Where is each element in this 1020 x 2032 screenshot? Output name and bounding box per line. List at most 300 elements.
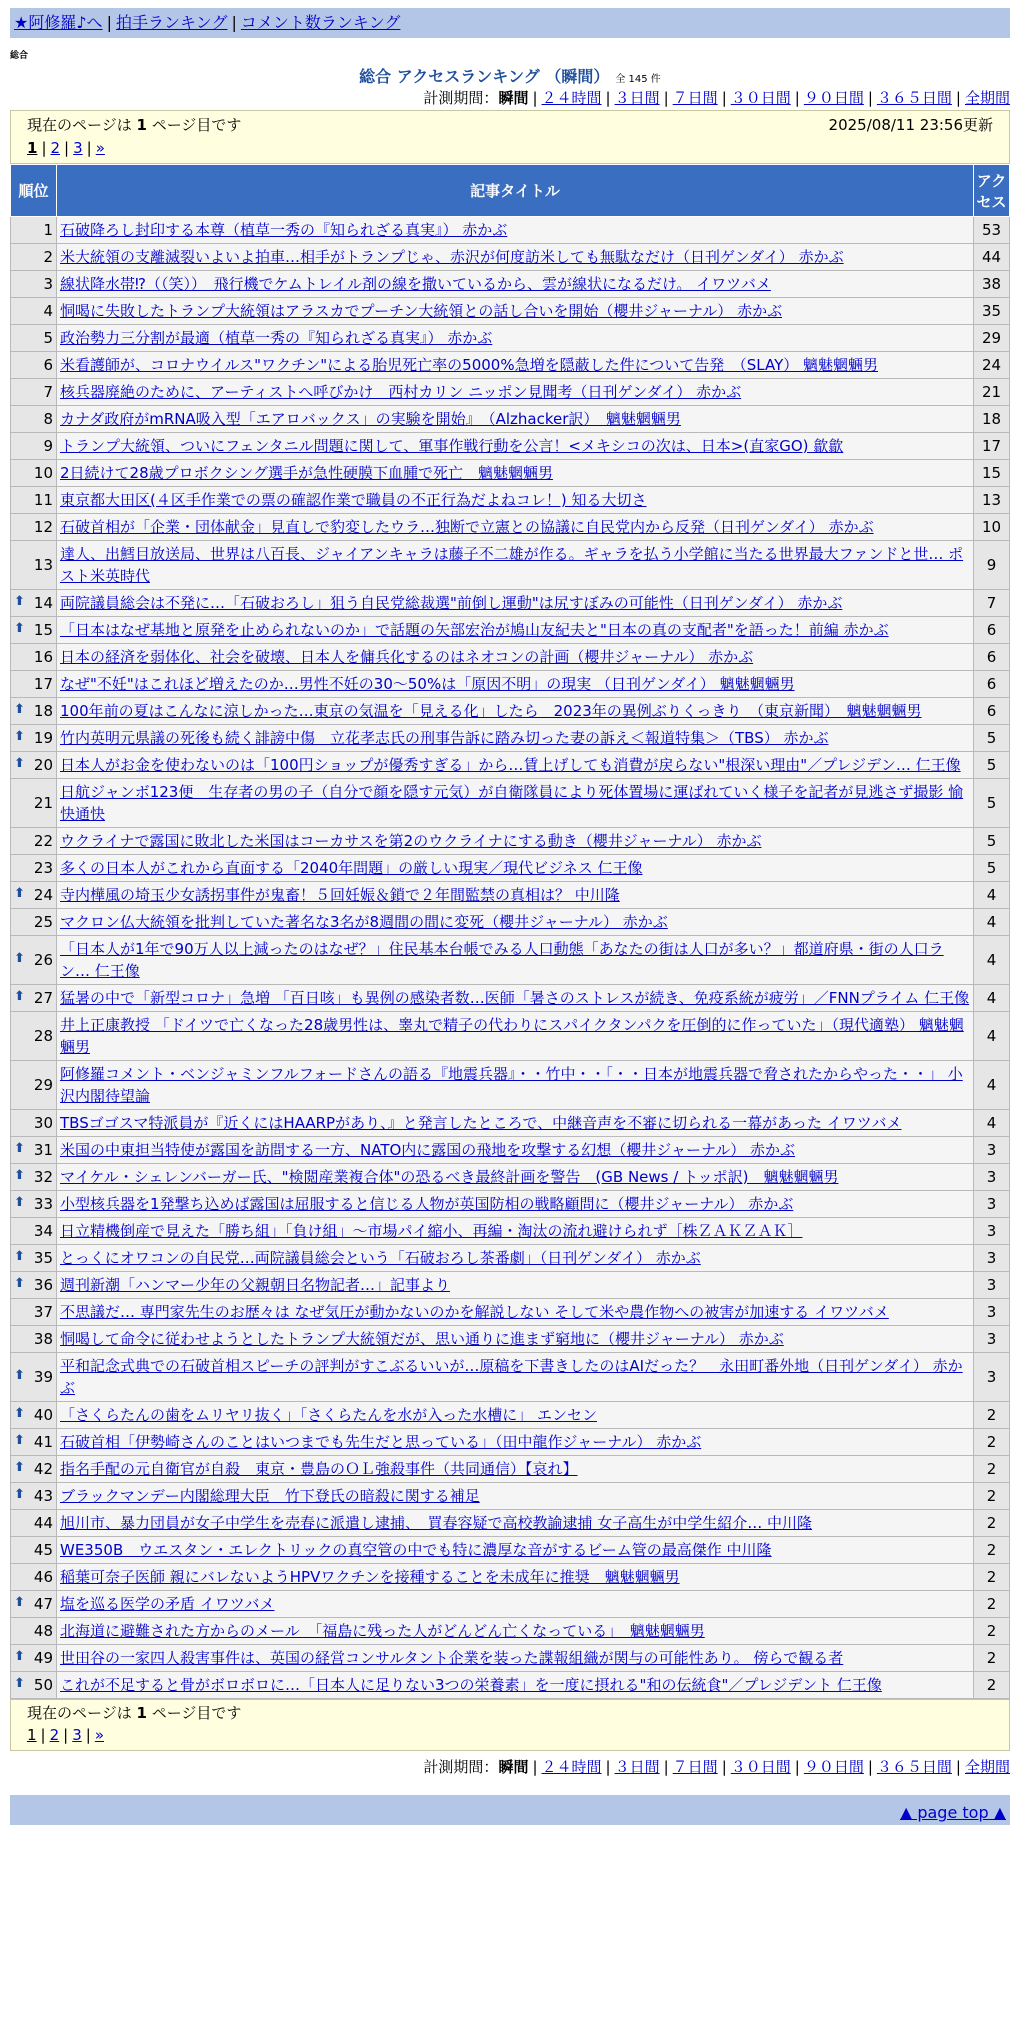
table-row <box>11 1483 1010 1510</box>
rank-cell <box>11 1618 57 1645</box>
title-cell <box>57 590 974 617</box>
rank-number: 24 <box>33 886 53 904</box>
rank-cell <box>11 936 57 985</box>
rank-number: 22 <box>33 832 53 850</box>
title-cell <box>57 882 974 909</box>
access-count: 3 <box>974 1164 1010 1191</box>
access-count: 6 <box>974 671 1010 698</box>
page-links: 1 | 2 | 3 | » <box>27 139 105 157</box>
article-link[interactable]: 2日続けて28歳プロボクシング選手が急性硬膜下血腫で死亡 魑魅魍魎男 <box>60 464 553 482</box>
page-current: 1 <box>27 139 38 157</box>
rank-cell <box>11 779 57 828</box>
table-row <box>11 433 1010 460</box>
home-link[interactable]: ★阿修羅♪へ <box>14 13 103 32</box>
article-link[interactable]: 平和記念式典での石破首相スピーチの評判がすこぶるいいが…原稿を下書きしたのはAIだった？ 永田町番外地（日刊ゲンダイ） 赤かぶ <box>60 1357 963 1397</box>
article-link[interactable]: なぜ"不妊"はこれほど増えたのか…男性不妊の30～50%は「原因不明」の現実 （日刊ゲンダイ） 魑魅魍魎男 <box>60 675 795 693</box>
title-cell <box>57 909 974 936</box>
arrow-up-icon: ⬆ <box>14 594 25 609</box>
arrow-up-icon: ⬆ <box>14 1460 25 1475</box>
title-cell <box>57 379 974 406</box>
period-selector-top: 計測期間：瞬間 | ２４時間 | ３日間 | ７日間 | ３０日間 | ９０日間 | ３６５日間 | 全期間 <box>423 89 1010 107</box>
page-links-bottom: 1 | 2 | 3 | » <box>27 1726 105 1744</box>
title-cell <box>57 1353 974 1402</box>
title-cell <box>57 828 974 855</box>
article-link[interactable]: 多くの日本人がこれから直面する「2040年問題」の厳しい現実／現代ビジネス 仁王像 <box>60 859 643 877</box>
table-row <box>11 352 1010 379</box>
table-row <box>11 725 1010 752</box>
period-link-1[interactable]: ２４時間 <box>541 89 602 107</box>
article-link[interactable]: 寺内樺風の埼玉少女誘拐事件が鬼畜！５回妊娠＆鎖で２年間監禁の真相は？ 中川隆 <box>60 886 620 904</box>
current-page-text-bottom: 現在のページは 1 ページ目です <box>27 1704 242 1722</box>
article-link[interactable]: 小型核兵器を1発撃ち込めば露国は屈服すると信じる人物が英国防相の戦略顧問に（櫻井ジャーナル） 赤かぶ <box>60 1195 794 1213</box>
table-row <box>11 406 1010 433</box>
rank-cell <box>11 1564 57 1591</box>
rank-cell <box>11 1429 57 1456</box>
title-cell <box>57 698 974 725</box>
article-link[interactable]: これが不足すると骨がボロボロに…「日本人に足りない3つの栄養素」を一度に摂れる"和の伝統食"／プレジデント 仁王像 <box>60 1676 882 1694</box>
table-row <box>11 1353 1010 1402</box>
article-link[interactable]: 線状降水帯⁉（（笑）） 飛行機でケムトレイル剤の線を撒いているから、雲が線状になるだけ。 イワツバメ <box>60 275 771 293</box>
access-count: 4 <box>974 1110 1010 1137</box>
article-link[interactable]: 猛暑の中で「新型コロナ」急増 「百日咳」も異例の感染者数…医師「暑さのストレスが続き、免疫系統が疲労」／FNNプライム 仁王像 <box>60 989 970 1007</box>
article-link[interactable]: カナダ政府がmRNA吸入型「エアロバックス」の実験を開始』 （Alzhacker訳） 魑魅魍魎男 <box>60 410 681 428</box>
arrow-up-icon: ⬆ <box>14 1276 25 1291</box>
table-row <box>11 752 1010 779</box>
table-row <box>11 1299 1010 1326</box>
rank-cell <box>11 1483 57 1510</box>
rank-number: 10 <box>33 464 53 482</box>
rank-number: 14 <box>33 594 53 612</box>
rank-cell <box>11 617 57 644</box>
table-row <box>11 1429 1010 1456</box>
updated-timestamp: 2025/08/11 23:56更新 <box>828 116 993 134</box>
article-link[interactable]: 「さくらたんの歯をムリヤリ抜く」「さくらたんを水が入った水槽に」 エンセン <box>60 1406 597 1424</box>
access-count: 5 <box>974 828 1010 855</box>
article-link[interactable]: 世田谷の一家四人殺害事件は、英国の経営コンサルタント企業を装った諜報組織が関与の可能性あり。 傍らで観る者 <box>60 1649 844 1667</box>
rank-number: 44 <box>33 1514 53 1532</box>
access-count: 5 <box>974 779 1010 828</box>
rank-number: 28 <box>33 1027 53 1045</box>
table-row <box>11 1672 1010 1699</box>
article-link[interactable]: 不思議だ… 専門家先生のお歴々は なぜ気圧が動かないのかを解説しない そして米や農作物への被害が加速する イワツバメ <box>60 1303 889 1321</box>
table-row <box>11 1618 1010 1645</box>
article-link[interactable]: 達人、出鱈目放送局、世界は八百長、ジャイアンキャラは藤子不二雄が作る。ギャラを払う小学館に当たる世界最大ファンドと世… ポスト米英時代 <box>60 545 964 585</box>
access-count: 3 <box>974 1272 1010 1299</box>
access-count: 5 <box>974 752 1010 779</box>
rank-number: 6 <box>43 356 53 374</box>
title-cell <box>57 271 974 298</box>
page-link-3[interactable]: 3 <box>72 1726 82 1744</box>
rank-cell <box>11 541 57 590</box>
rank-number: 39 <box>33 1368 53 1386</box>
rank-number: 40 <box>33 1406 53 1424</box>
table-row <box>11 1110 1010 1137</box>
pagination-bottom <box>10 1699 1010 1751</box>
access-count: 24 <box>974 352 1010 379</box>
article-link[interactable]: 石破首相「伊勢崎さんのことはいつまでも先生だと思っている」（田中龍作ジャーナル） 赤かぶ <box>60 1433 702 1451</box>
access-count: 2 <box>974 1645 1010 1672</box>
article-link[interactable]: 日本の経済を弱体化、社会を破壊、日本人を傭兵化するのはネオコンの計画（櫻井ジャーナル） 赤かぶ <box>60 648 754 666</box>
table-row <box>11 1137 1010 1164</box>
table-row <box>11 1012 1010 1061</box>
table-row <box>11 1510 1010 1537</box>
table-row <box>11 217 1010 244</box>
rank-cell <box>11 1061 57 1110</box>
table-row <box>11 779 1010 828</box>
arrow-up-icon: ⬆ <box>14 1676 25 1691</box>
access-count: 3 <box>974 1137 1010 1164</box>
title-cell <box>57 1429 974 1456</box>
article-link[interactable]: 竹内英明元県議の死後も続く誹謗中傷 立花孝志氏の刑事告訴に踏み切った妻の訴え＜報道特集＞（TBS） 赤かぶ <box>60 729 829 747</box>
period-link-3[interactable]: ７日間 <box>672 89 718 107</box>
rank-number: 3 <box>43 275 53 293</box>
rank-number: 43 <box>33 1487 53 1505</box>
category-label: 総合 <box>10 51 29 61</box>
arrow-up-icon: ⬆ <box>14 702 25 717</box>
arrow-up-icon: ⬆ <box>14 1195 25 1210</box>
article-link[interactable]: 週刊新潮「ハンマー少年の父親朝日名物記者…」記事より <box>60 1276 451 1294</box>
article-link[interactable]: 核兵器廃絶のために、アーティストへ呼びかけ 西村カリン ニッポン見聞考（日刊ゲンダイ） 赤かぶ <box>60 383 742 401</box>
period-current: 瞬間 <box>498 1758 529 1776</box>
rank-number: 48 <box>33 1622 53 1640</box>
rank-number: 46 <box>33 1568 53 1586</box>
rank-number: 31 <box>33 1141 53 1159</box>
article-link[interactable]: 石破降ろし封印する本尊（植草一秀の『知られざる真実』） 赤かぶ <box>60 221 508 239</box>
article-link[interactable]: マクロン仏大統領を批判していた著名な3名が8週間の間に変死（櫻井ジャーナル） 赤かぶ <box>60 913 668 931</box>
period-link-2[interactable]: ３日間 <box>614 89 660 107</box>
table-row <box>11 882 1010 909</box>
title-cell <box>57 217 974 244</box>
arrow-up-icon: ⬆ <box>14 1168 25 1183</box>
article-link[interactable]: 石破首相が「企業・団体献金」見直しで豹変したウラ…独断で立憲との協議に自民党内から反発（日刊ゲンダイ） 赤かぶ <box>60 518 874 536</box>
table-row <box>11 1402 1010 1429</box>
rank-cell <box>11 406 57 433</box>
rank-cell <box>11 1402 57 1429</box>
next-page-link[interactable]: » <box>94 1726 105 1744</box>
rank-cell <box>11 590 57 617</box>
table-row <box>11 1218 1010 1245</box>
title-cell <box>57 1672 974 1699</box>
title-cell <box>57 244 974 271</box>
access-count: 4 <box>974 936 1010 985</box>
title-cell <box>57 1110 974 1137</box>
rank-number: 30 <box>33 1114 53 1132</box>
access-header: アクセス <box>974 165 1010 217</box>
rank-number: 38 <box>33 1330 53 1348</box>
title-cell <box>57 644 974 671</box>
page-link-3[interactable]: 3 <box>73 139 83 157</box>
rank-cell <box>11 244 57 271</box>
table-row <box>11 985 1010 1012</box>
comment-ranking-link[interactable]: コメント数ランキング <box>240 13 401 32</box>
rank-cell <box>11 1012 57 1061</box>
arrow-up-icon: ⬆ <box>14 1368 25 1383</box>
rank-cell <box>11 725 57 752</box>
access-count: 4 <box>974 1012 1010 1061</box>
rank-cell <box>11 1537 57 1564</box>
article-link[interactable]: 両院議員総会は不発に…「石破おろし」狙う自民党総裁選"前倒し運動"は尻すぼみの可能性（日刊ゲンダイ） 赤かぶ <box>60 594 843 612</box>
arrow-up-icon: ⬆ <box>14 729 25 744</box>
rank-cell <box>11 909 57 936</box>
period-selector-bottom: 計測期間：瞬間 | ２４時間 | ３日間 | ７日間 | ３０日間 | ９０日間 | ３６５日間 | 全期間 <box>423 1758 1010 1776</box>
title-cell <box>57 725 974 752</box>
access-count: 9 <box>974 541 1010 590</box>
table-row <box>11 617 1010 644</box>
rank-cell <box>11 1353 57 1402</box>
rank-cell <box>11 828 57 855</box>
access-count: 2 <box>974 1483 1010 1510</box>
access-count: 2 <box>974 1510 1010 1537</box>
table-row <box>11 1591 1010 1618</box>
rank-number: 29 <box>33 1076 53 1094</box>
article-link[interactable]: 恫喝に失敗したトランプ大統領はアラスカでプーチン大統領との話し合いを開始（櫻井ジャーナル） 赤かぶ <box>60 302 783 320</box>
period-link-1[interactable]: ２４時間 <box>541 1758 602 1776</box>
article-link[interactable]: 日本人がお金を使わないのは「100円ショップが優秀すぎる」から…賃上げしても消費が戻らない"根深い理由"／プレジデン… 仁王像 <box>60 756 961 774</box>
arrow-up-icon: ⬆ <box>14 989 25 1004</box>
table-row <box>11 487 1010 514</box>
article-link[interactable]: とっくにオワコンの自民党…両院議員総会という「石破おろし茶番劇」（日刊ゲンダイ） 赤かぶ <box>60 1249 701 1267</box>
rank-number: 17 <box>33 675 53 693</box>
page-title <box>10 64 1010 86</box>
title-cell <box>57 617 974 644</box>
arrow-up-icon: ⬆ <box>14 1487 25 1502</box>
rank-cell <box>11 644 57 671</box>
title-cell <box>57 487 974 514</box>
title-cell <box>57 1012 974 1061</box>
access-count: 2 <box>974 1564 1010 1591</box>
top-nav-bar: ★阿修羅♪へ | 拍手ランキング | コメント数ランキング <box>10 8 1010 38</box>
page-current: 1 <box>27 1726 37 1744</box>
table-row <box>11 1191 1010 1218</box>
rank-number: 27 <box>33 989 53 1007</box>
article-link[interactable]: 100年前の夏はこんなに涼しかった…東京の気温を「見える化」したら 2023年の異例ぶりくっきり （東京新聞） 魑魅魍魎男 <box>60 702 922 720</box>
title-cell <box>57 1245 974 1272</box>
title-cell <box>57 1164 974 1191</box>
article-link[interactable]: 日航ジャンボ123便 生存者の男の子（自分で顔を隠す元気）が自衛隊員により死体置場に運ばれていく様子を記者が見逃さず撮影 愉快通快 <box>60 783 964 823</box>
period-link-6[interactable]: ３６５日間 <box>876 1758 952 1776</box>
rank-number: 12 <box>33 518 53 536</box>
period-link-7[interactable]: 全期間 <box>964 1758 1010 1776</box>
page-link-2[interactable]: 2 <box>49 1726 60 1744</box>
rank-cell <box>11 1326 57 1353</box>
rank-number: 25 <box>33 913 53 931</box>
article-link[interactable]: 「日本人が1年で90万人以上減ったのはなぜ？」住民基本台帳でみる人口動態「あなたの街は人口が多い？」都道府県・街の人口ラン… 仁王像 <box>60 940 944 980</box>
article-link[interactable]: 米看護師が、コロナウイルス"ワクチン"による胎児死亡率の5000%急増を隠蔽した件について告発 （SLAY） 魑魅魍魎男 <box>60 356 879 374</box>
rank-cell <box>11 1672 57 1699</box>
access-count: 5 <box>974 725 1010 752</box>
next-page-link[interactable]: » <box>95 139 105 157</box>
article-link[interactable]: 指名手配の元自衛官が自殺 東京・豊島のＯＬ強殺事件（共同通信）【哀れ】 <box>60 1460 578 1478</box>
table-row <box>11 541 1010 590</box>
rank-cell <box>11 1164 57 1191</box>
rank-cell <box>11 1191 57 1218</box>
title-cell <box>57 460 974 487</box>
article-link[interactable]: 東京都大田区(４区手作業での票の確認作業で職員の不正行為だよねコレ！) 知る大切さ <box>60 491 647 509</box>
title-cell <box>57 752 974 779</box>
access-count: 10 <box>974 514 1010 541</box>
article-link[interactable]: TBSゴゴスマ特派員が『近くにはHAARPがあり、』と発言したところで、中継音声を不審に切られる一幕があった イワツバメ <box>60 1114 902 1132</box>
rank-header: 順位 <box>11 165 57 217</box>
access-count: 17 <box>974 433 1010 460</box>
article-link[interactable]: トランプ大統領、ついにフェンタニル問題に関して、軍事作戦行動を公言！<メキシコの次は、日本>(直家GO) 歙歙 <box>60 437 844 455</box>
access-count: 4 <box>974 882 1010 909</box>
article-link[interactable]: 阿修羅コメント・ベンジャミンフルフォードさんの語る『地震兵器』・・竹中・・「・・日本が地震兵器で脅されたからやった・・」 小沢内閣待望論 <box>60 1065 963 1105</box>
article-link[interactable]: 米大統領の支離滅裂いよいよ拍車…相手がトランプじゃ、赤沢が何度訪米しても無駄なだけ（日刊ゲンダイ） 赤かぶ <box>60 248 844 266</box>
rank-number: 47 <box>33 1595 53 1613</box>
access-count: 4 <box>974 909 1010 936</box>
rank-number: 7 <box>43 383 53 401</box>
period-label: 計測期間： <box>423 89 499 107</box>
access-count: 2 <box>974 1672 1010 1699</box>
rank-number: 5 <box>43 329 53 347</box>
rank-cell <box>11 460 57 487</box>
rank-number: 2 <box>43 248 53 266</box>
period-link-5[interactable]: ９０日間 <box>803 89 864 107</box>
access-count: 35 <box>974 298 1010 325</box>
access-count: 3 <box>974 1191 1010 1218</box>
rank-cell <box>11 698 57 725</box>
title-cell <box>57 406 974 433</box>
arrow-up-icon: ⬆ <box>14 1649 25 1664</box>
arrow-up-icon: ⬆ <box>14 621 25 636</box>
arrow-up-icon: ⬆ <box>14 1433 25 1448</box>
page-link-2[interactable]: 2 <box>50 139 61 157</box>
rank-number: 13 <box>33 556 53 574</box>
table-row <box>11 1564 1010 1591</box>
table-row <box>11 590 1010 617</box>
table-row <box>11 644 1010 671</box>
article-link[interactable]: 井上正康教授 「ドイツで亡くなった28歳男性は、睾丸で精子の代わりにスパイクタンパクを圧倒的に作っていた」（現代適塾） 魑魅魍魎男 <box>60 1016 964 1056</box>
rank-cell <box>11 298 57 325</box>
period-link-3[interactable]: ７日間 <box>672 1758 718 1776</box>
table-row <box>11 1164 1010 1191</box>
rank-number: 32 <box>33 1168 53 1186</box>
title-cell <box>57 1191 974 1218</box>
access-count: 3 <box>974 1299 1010 1326</box>
rank-cell <box>11 1137 57 1164</box>
period-current: 瞬間 <box>498 89 529 107</box>
title-cell <box>57 1483 974 1510</box>
page-top-link[interactable]: ▲ page top ▲ <box>899 1803 1006 1822</box>
title-cell <box>57 1402 974 1429</box>
article-link[interactable]: 政治勢力三分割が最適（植草一秀の『知られざる真実』） 赤かぶ <box>60 329 493 347</box>
rank-cell <box>11 352 57 379</box>
title-cell <box>57 1618 974 1645</box>
title-cell <box>57 936 974 985</box>
period-link-7[interactable]: 全期間 <box>964 89 1010 107</box>
title-cell <box>57 1299 974 1326</box>
article-link[interactable]: 塩を巡る医学の矛盾 イワツバメ <box>60 1595 275 1613</box>
rank-number: 20 <box>33 756 53 774</box>
period-link-2[interactable]: ３日間 <box>614 1758 660 1776</box>
arrow-up-icon: ⬆ <box>14 756 25 771</box>
arrow-up-icon: ⬆ <box>14 1141 25 1156</box>
table-row <box>11 1326 1010 1353</box>
title-cell <box>57 298 974 325</box>
rank-number: 33 <box>33 1195 53 1213</box>
rank-number: 18 <box>33 702 53 720</box>
rank-number: 42 <box>33 1460 53 1478</box>
table-row <box>11 460 1010 487</box>
table-row <box>11 1272 1010 1299</box>
arrow-up-icon: ⬆ <box>14 951 25 966</box>
rank-cell <box>11 271 57 298</box>
rank-number: 45 <box>33 1541 53 1559</box>
access-count: 6 <box>974 698 1010 725</box>
access-count: 3 <box>974 1353 1010 1402</box>
title-cell <box>57 1456 974 1483</box>
table-row <box>11 698 1010 725</box>
rank-cell <box>11 1456 57 1483</box>
access-count: 29 <box>974 325 1010 352</box>
title-header: 記事タイトル <box>57 165 974 217</box>
period-link-4[interactable]: ３０日間 <box>730 89 791 107</box>
article-link[interactable]: WE350B ウエスタン・エレクトリックの真空管の中でも特に濃厚な音がするビーム管の最高傑作 中川隆 <box>60 1541 772 1559</box>
access-count: 53 <box>974 217 1010 244</box>
access-count: 2 <box>974 1537 1010 1564</box>
rank-number: 26 <box>33 951 53 969</box>
access-count: 6 <box>974 617 1010 644</box>
period-link-4[interactable]: ３０日間 <box>730 1758 791 1776</box>
article-link[interactable]: 日立精機倒産で見えた「勝ち組」「負け組」～市場パイ縮小、再編・淘汰の流れ避けられず［株ＺＡＫＺＡＫ］ <box>60 1222 803 1240</box>
period-link-6[interactable]: ３６５日間 <box>876 89 952 107</box>
ranking-table <box>10 164 1010 1699</box>
access-count: 7 <box>974 590 1010 617</box>
title-cell <box>57 541 974 590</box>
access-count: 2 <box>974 1591 1010 1618</box>
access-count: 38 <box>974 271 1010 298</box>
access-count: 2 <box>974 1456 1010 1483</box>
access-count: 21 <box>974 379 1010 406</box>
period-label: 計測期間： <box>423 1758 499 1776</box>
table-row <box>11 1537 1010 1564</box>
rank-cell <box>11 985 57 1012</box>
access-count: 4 <box>974 1061 1010 1110</box>
rank-number: 16 <box>33 648 53 666</box>
rank-cell <box>11 1272 57 1299</box>
period-link-5[interactable]: ９０日間 <box>803 1758 864 1776</box>
arrow-up-icon: ⬆ <box>14 1249 25 1264</box>
table-row <box>11 271 1010 298</box>
rank-number: 50 <box>33 1676 53 1694</box>
rank-number: 41 <box>33 1433 53 1451</box>
article-link[interactable]: 稲葉可奈子医師 親にバレないようHPVワクチンを接種することを未成年に推奨 魑魅魍魎男 <box>60 1568 680 1586</box>
article-link[interactable]: 恫喝して命令に従わせようとしたトランプ大統領だが、思い通りに進まず窮地に（櫻井ジャーナル） 赤かぶ <box>60 1330 784 1348</box>
rank-number: 11 <box>33 491 53 509</box>
article-link[interactable]: ウクライナで露国に敗北した米国はコーカサスを第2のウクライナにする動き（櫻井ジャーナル） 赤かぶ <box>60 832 762 850</box>
title-cell <box>57 1137 974 1164</box>
rank-cell <box>11 379 57 406</box>
rank-number: 21 <box>33 794 53 812</box>
table-row <box>11 936 1010 985</box>
article-link[interactable]: マイケル・シェレンバーガー氏、"検閲産業複合体"の恐るべき最終計画を警告 (GB News / トッポ訳) 魑魅魍魎男 <box>60 1168 839 1186</box>
article-link[interactable]: ブラックマンデー内閣総理大臣 竹下登氏の暗殺に関する補足 <box>60 1487 480 1505</box>
article-link[interactable]: 北海道に避難された方からのメール 「福島に残った人がどんどん亡くなっている」 魑魅魍魎男 <box>60 1622 705 1640</box>
title-cell <box>57 325 974 352</box>
article-link[interactable]: 「日本はなぜ基地と原発を止められないのか」で話題の矢部宏治が鳩山友紀夫と"日本の真の支配者"を語った！前編 赤かぶ <box>60 621 889 639</box>
title-cell <box>57 1272 974 1299</box>
rank-number: 49 <box>33 1649 53 1667</box>
table-row <box>11 325 1010 352</box>
article-link[interactable]: 米国の中東担当特使が露国を訪問する一方、NATO内に露国の飛地を攻撃する幻想（櫻井ジャーナル） 赤かぶ <box>60 1141 796 1159</box>
table-row <box>11 1245 1010 1272</box>
article-link[interactable]: 旭川市、暴力団員が女子中学生を売春に派遣し逮捕、 買春容疑で高校教諭逮捕 女子高生が中学生紹介… 中川隆 <box>60 1514 813 1532</box>
pagination-top <box>10 110 1010 164</box>
table-row <box>11 244 1010 271</box>
rank-cell <box>11 1510 57 1537</box>
title-cell <box>57 1591 974 1618</box>
applause-ranking-link[interactable]: 拍手ランキング <box>115 13 228 32</box>
